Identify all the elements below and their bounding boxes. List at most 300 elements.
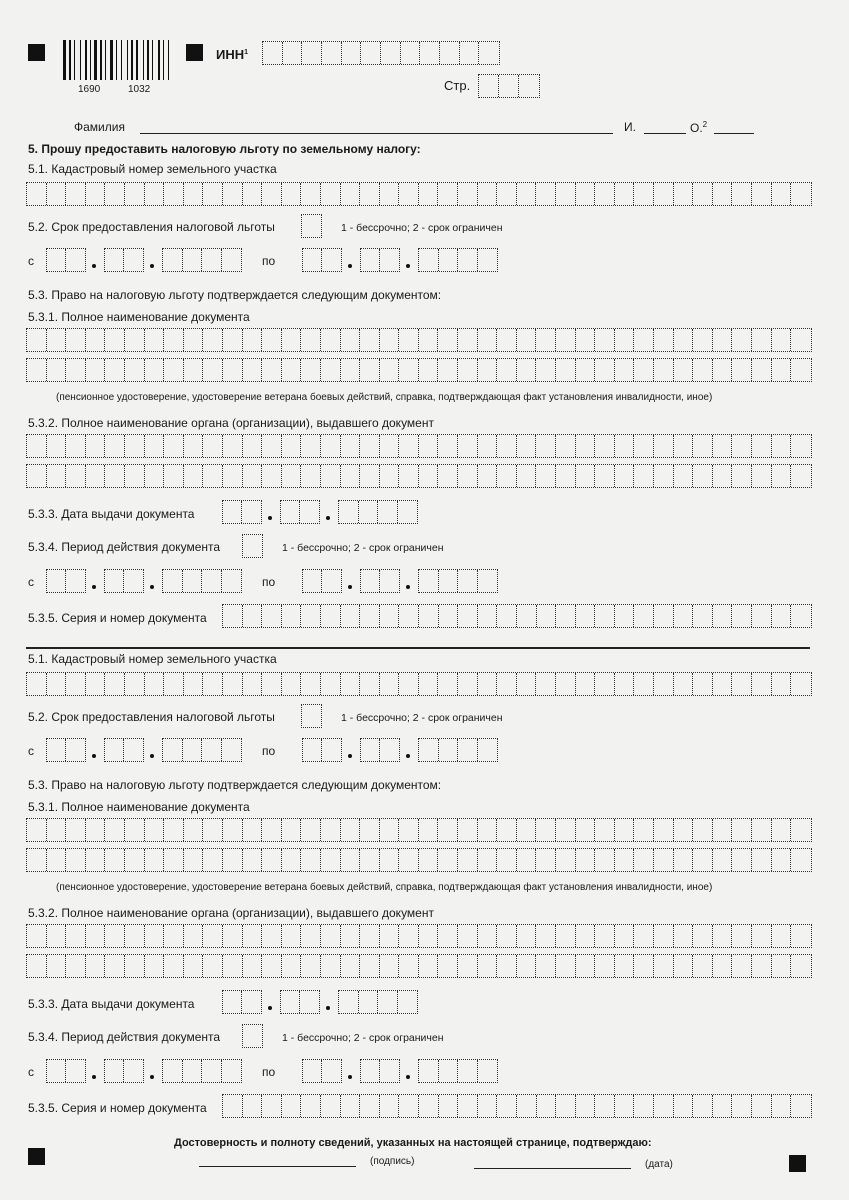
input-cell[interactable] bbox=[223, 435, 243, 457]
input-cell[interactable] bbox=[615, 955, 635, 977]
input-cell[interactable] bbox=[27, 819, 47, 841]
input-cell[interactable] bbox=[478, 605, 498, 627]
input-cell[interactable] bbox=[223, 1095, 243, 1117]
input-cell[interactable] bbox=[203, 359, 223, 381]
input-cell[interactable] bbox=[399, 465, 419, 487]
input-cell[interactable] bbox=[478, 673, 498, 695]
input-cell[interactable] bbox=[322, 570, 341, 592]
input-cell[interactable] bbox=[203, 183, 223, 205]
input-cell[interactable] bbox=[634, 359, 654, 381]
input-cell[interactable] bbox=[713, 359, 733, 381]
input-cell[interactable] bbox=[654, 605, 674, 627]
input-cell[interactable] bbox=[66, 183, 86, 205]
input-cell[interactable] bbox=[713, 673, 733, 695]
series-number-cells[interactable] bbox=[222, 604, 812, 628]
input-cell[interactable] bbox=[576, 329, 596, 351]
input-cell[interactable] bbox=[321, 435, 341, 457]
input-cell[interactable] bbox=[301, 359, 321, 381]
term-to-day-cells[interactable] bbox=[302, 738, 342, 762]
input-cell[interactable] bbox=[401, 42, 421, 64]
input-cell[interactable] bbox=[419, 955, 439, 977]
input-cell[interactable] bbox=[86, 673, 106, 695]
input-cell[interactable] bbox=[693, 819, 713, 841]
input-cell[interactable] bbox=[322, 249, 341, 271]
input-cell[interactable] bbox=[243, 329, 263, 351]
doc-name-cells-row2[interactable] bbox=[26, 358, 812, 382]
validity-to-month-cells[interactable] bbox=[360, 1059, 400, 1083]
validity-from-day-cells[interactable] bbox=[46, 569, 86, 593]
input-cell[interactable] bbox=[497, 435, 517, 457]
doc-name-cells-row1[interactable] bbox=[26, 818, 812, 842]
input-cell[interactable] bbox=[556, 359, 576, 381]
input-cell[interactable] bbox=[674, 605, 694, 627]
input-cell[interactable] bbox=[183, 1060, 203, 1082]
input-cell[interactable] bbox=[478, 925, 498, 947]
input-cell[interactable] bbox=[184, 955, 204, 977]
term-to-month-cells[interactable] bbox=[360, 738, 400, 762]
input-cell[interactable] bbox=[360, 1095, 380, 1117]
input-cell[interactable] bbox=[300, 991, 319, 1013]
input-cell[interactable] bbox=[164, 465, 184, 487]
input-cell[interactable] bbox=[536, 819, 556, 841]
input-cell[interactable] bbox=[145, 673, 165, 695]
input-cell[interactable] bbox=[732, 849, 752, 871]
term-to-year-cells[interactable] bbox=[418, 738, 498, 762]
input-cell[interactable] bbox=[223, 673, 243, 695]
input-cell[interactable] bbox=[438, 435, 458, 457]
input-cell[interactable] bbox=[105, 673, 125, 695]
input-cell[interactable] bbox=[674, 465, 694, 487]
cadastral-number-cells[interactable] bbox=[26, 672, 812, 696]
input-cell[interactable] bbox=[752, 849, 772, 871]
input-cell[interactable] bbox=[282, 819, 302, 841]
input-cell[interactable] bbox=[360, 673, 380, 695]
input-cell[interactable] bbox=[399, 183, 419, 205]
input-cell[interactable] bbox=[321, 329, 341, 351]
input-cell[interactable] bbox=[419, 925, 439, 947]
input-cell[interactable] bbox=[380, 570, 399, 592]
input-cell[interactable] bbox=[86, 435, 106, 457]
input-cell[interactable] bbox=[654, 183, 674, 205]
input-cell[interactable] bbox=[66, 925, 86, 947]
input-cell[interactable] bbox=[732, 329, 752, 351]
input-cell[interactable] bbox=[223, 955, 243, 977]
input-cell[interactable] bbox=[184, 925, 204, 947]
input-cell[interactable] bbox=[556, 183, 576, 205]
input-cell[interactable] bbox=[752, 925, 772, 947]
input-cell[interactable] bbox=[66, 359, 86, 381]
input-cell[interactable] bbox=[419, 1060, 439, 1082]
input-cell[interactable] bbox=[202, 1060, 222, 1082]
input-cell[interactable] bbox=[438, 819, 458, 841]
input-cell[interactable] bbox=[693, 359, 713, 381]
input-cell[interactable] bbox=[243, 849, 263, 871]
input-cell[interactable] bbox=[262, 329, 282, 351]
input-cell[interactable] bbox=[282, 435, 302, 457]
input-cell[interactable] bbox=[752, 605, 772, 627]
input-cell[interactable] bbox=[556, 435, 576, 457]
input-cell[interactable] bbox=[360, 359, 380, 381]
input-cell[interactable] bbox=[674, 849, 694, 871]
input-cell[interactable] bbox=[145, 359, 165, 381]
series-number-cells[interactable] bbox=[222, 1094, 812, 1118]
input-cell[interactable] bbox=[321, 819, 341, 841]
input-cell[interactable] bbox=[438, 329, 458, 351]
input-cell[interactable] bbox=[145, 465, 165, 487]
input-cell[interactable] bbox=[752, 435, 772, 457]
input-cell[interactable] bbox=[517, 359, 537, 381]
input-cell[interactable] bbox=[243, 535, 262, 557]
input-cell[interactable] bbox=[380, 249, 399, 271]
input-cell[interactable] bbox=[693, 605, 713, 627]
input-cell[interactable] bbox=[497, 465, 517, 487]
input-cell[interactable] bbox=[124, 570, 143, 592]
input-cell[interactable] bbox=[164, 925, 184, 947]
input-cell[interactable] bbox=[145, 925, 165, 947]
input-cell[interactable] bbox=[478, 435, 498, 457]
input-cell[interactable] bbox=[66, 329, 86, 351]
input-cell[interactable] bbox=[595, 673, 615, 695]
input-cell[interactable] bbox=[556, 819, 576, 841]
input-cell[interactable] bbox=[438, 925, 458, 947]
input-cell[interactable] bbox=[262, 673, 282, 695]
input-cell[interactable] bbox=[203, 329, 223, 351]
input-cell[interactable] bbox=[478, 570, 498, 592]
input-cell[interactable] bbox=[222, 249, 242, 271]
input-cell[interactable] bbox=[380, 955, 400, 977]
input-cell[interactable] bbox=[654, 329, 674, 351]
input-cell[interactable] bbox=[713, 925, 733, 947]
input-cell[interactable] bbox=[713, 435, 733, 457]
input-cell[interactable] bbox=[399, 849, 419, 871]
input-cell[interactable] bbox=[772, 465, 792, 487]
input-cell[interactable] bbox=[282, 329, 302, 351]
input-cell[interactable] bbox=[243, 925, 263, 947]
input-cell[interactable] bbox=[478, 739, 498, 761]
input-cell[interactable] bbox=[27, 183, 47, 205]
input-cell[interactable] bbox=[243, 1025, 262, 1047]
input-cell[interactable] bbox=[791, 359, 811, 381]
input-cell[interactable] bbox=[732, 359, 752, 381]
input-cell[interactable] bbox=[536, 183, 556, 205]
input-cell[interactable] bbox=[360, 925, 380, 947]
input-cell[interactable] bbox=[203, 849, 223, 871]
input-cell[interactable] bbox=[381, 42, 401, 64]
input-cell[interactable] bbox=[399, 955, 419, 977]
input-cell[interactable] bbox=[47, 359, 67, 381]
input-cell[interactable] bbox=[203, 435, 223, 457]
input-cell[interactable] bbox=[537, 1095, 557, 1117]
input-cell[interactable] bbox=[615, 465, 635, 487]
input-cell[interactable] bbox=[517, 925, 537, 947]
input-cell[interactable] bbox=[105, 849, 125, 871]
input-cell[interactable] bbox=[47, 249, 66, 271]
input-cell[interactable] bbox=[301, 819, 321, 841]
input-cell[interactable] bbox=[322, 42, 342, 64]
term-to-year-cells[interactable] bbox=[418, 248, 498, 272]
term-from-day-cells[interactable] bbox=[46, 248, 86, 272]
input-cell[interactable] bbox=[86, 329, 106, 351]
input-cell[interactable] bbox=[479, 42, 499, 64]
input-cell[interactable] bbox=[301, 183, 321, 205]
input-cell[interactable] bbox=[556, 1095, 576, 1117]
input-cell[interactable] bbox=[772, 819, 792, 841]
input-cell[interactable] bbox=[438, 673, 458, 695]
input-cell[interactable] bbox=[321, 465, 341, 487]
input-cell[interactable] bbox=[184, 435, 204, 457]
input-cell[interactable] bbox=[66, 465, 86, 487]
input-cell[interactable] bbox=[556, 605, 576, 627]
input-cell[interactable] bbox=[145, 819, 165, 841]
doc-name-cells-row2[interactable] bbox=[26, 848, 812, 872]
input-cell[interactable] bbox=[164, 183, 184, 205]
input-cell[interactable] bbox=[163, 249, 183, 271]
input-cell[interactable] bbox=[713, 183, 733, 205]
input-cell[interactable] bbox=[164, 329, 184, 351]
input-cell[interactable] bbox=[791, 329, 811, 351]
input-cell[interactable] bbox=[752, 183, 772, 205]
input-cell[interactable] bbox=[66, 673, 86, 695]
input-cell[interactable] bbox=[184, 465, 204, 487]
input-cell[interactable] bbox=[536, 849, 556, 871]
input-cell[interactable] bbox=[341, 925, 361, 947]
input-cell[interactable] bbox=[86, 465, 106, 487]
input-cell[interactable] bbox=[674, 925, 694, 947]
input-cell[interactable] bbox=[303, 570, 322, 592]
input-cell[interactable] bbox=[674, 435, 694, 457]
input-cell[interactable] bbox=[243, 435, 263, 457]
input-cell[interactable] bbox=[27, 925, 47, 947]
input-cell[interactable] bbox=[458, 465, 478, 487]
input-cell[interactable] bbox=[478, 249, 498, 271]
input-cell[interactable] bbox=[519, 75, 539, 97]
input-cell[interactable] bbox=[86, 359, 106, 381]
validity-to-day-cells[interactable] bbox=[302, 1059, 342, 1083]
validity-from-year-cells[interactable] bbox=[162, 569, 242, 593]
input-cell[interactable] bbox=[380, 605, 400, 627]
input-cell[interactable] bbox=[458, 570, 478, 592]
input-cell[interactable] bbox=[419, 570, 439, 592]
input-cell[interactable] bbox=[438, 465, 458, 487]
input-cell[interactable] bbox=[124, 249, 143, 271]
input-cell[interactable] bbox=[752, 329, 772, 351]
issue-date-month-cells[interactable] bbox=[280, 500, 320, 524]
input-cell[interactable] bbox=[66, 249, 85, 271]
input-cell[interactable] bbox=[576, 465, 596, 487]
input-cell[interactable] bbox=[497, 955, 517, 977]
input-cell[interactable] bbox=[341, 819, 361, 841]
input-cell[interactable] bbox=[282, 183, 302, 205]
input-cell[interactable] bbox=[223, 329, 243, 351]
input-cell[interactable] bbox=[86, 955, 106, 977]
input-cell[interactable] bbox=[419, 359, 439, 381]
input-cell[interactable] bbox=[772, 359, 792, 381]
input-cell[interactable] bbox=[497, 925, 517, 947]
issue-date-year-cells[interactable] bbox=[338, 500, 418, 524]
input-cell[interactable] bbox=[576, 359, 596, 381]
input-cell[interactable] bbox=[66, 819, 86, 841]
input-cell[interactable] bbox=[283, 42, 303, 64]
input-cell[interactable] bbox=[654, 849, 674, 871]
input-cell[interactable] bbox=[458, 605, 478, 627]
input-cell[interactable] bbox=[615, 819, 635, 841]
input-cell[interactable] bbox=[380, 819, 400, 841]
input-cell[interactable] bbox=[439, 1095, 459, 1117]
input-cell[interactable] bbox=[654, 1095, 674, 1117]
input-cell[interactable] bbox=[674, 359, 694, 381]
input-cell[interactable] bbox=[243, 465, 263, 487]
input-cell[interactable] bbox=[458, 673, 478, 695]
input-cell[interactable] bbox=[360, 605, 380, 627]
input-cell[interactable] bbox=[301, 1095, 321, 1117]
input-cell[interactable] bbox=[223, 605, 243, 627]
validity-code-cell[interactable] bbox=[242, 534, 263, 558]
input-cell[interactable] bbox=[595, 819, 615, 841]
input-cell[interactable] bbox=[184, 849, 204, 871]
input-cell[interactable] bbox=[361, 739, 380, 761]
input-cell[interactable] bbox=[791, 955, 811, 977]
input-cell[interactable] bbox=[282, 849, 302, 871]
input-cell[interactable] bbox=[634, 819, 654, 841]
input-cell[interactable] bbox=[47, 849, 67, 871]
input-cell[interactable] bbox=[322, 1060, 341, 1082]
input-cell[interactable] bbox=[125, 465, 145, 487]
org-name-cells-row1[interactable] bbox=[26, 924, 812, 948]
input-cell[interactable] bbox=[478, 183, 498, 205]
input-cell[interactable] bbox=[595, 359, 615, 381]
input-cell[interactable] bbox=[634, 925, 654, 947]
input-cell[interactable] bbox=[105, 359, 125, 381]
input-cell[interactable] bbox=[497, 673, 517, 695]
input-cell[interactable] bbox=[27, 955, 47, 977]
input-cell[interactable] bbox=[223, 183, 243, 205]
input-cell[interactable] bbox=[380, 739, 399, 761]
input-cell[interactable] bbox=[693, 1095, 713, 1117]
input-cell[interactable] bbox=[105, 183, 125, 205]
input-cell[interactable] bbox=[164, 359, 184, 381]
input-cell[interactable] bbox=[536, 359, 556, 381]
input-cell[interactable] bbox=[360, 435, 380, 457]
term-to-day-cells[interactable] bbox=[302, 248, 342, 272]
input-cell[interactable] bbox=[752, 955, 772, 977]
input-cell[interactable] bbox=[105, 739, 124, 761]
input-cell[interactable] bbox=[105, 465, 125, 487]
term-from-year-cells[interactable] bbox=[162, 738, 242, 762]
input-cell[interactable] bbox=[342, 42, 362, 64]
input-cell[interactable] bbox=[321, 183, 341, 205]
input-cell[interactable] bbox=[693, 925, 713, 947]
input-cell[interactable] bbox=[752, 673, 772, 695]
input-cell[interactable] bbox=[27, 359, 47, 381]
input-cell[interactable] bbox=[497, 329, 517, 351]
issue-date-month-cells[interactable] bbox=[280, 990, 320, 1014]
input-cell[interactable] bbox=[262, 819, 282, 841]
input-cell[interactable] bbox=[125, 925, 145, 947]
input-cell[interactable] bbox=[438, 359, 458, 381]
input-cell[interactable] bbox=[576, 605, 596, 627]
input-cell[interactable] bbox=[243, 183, 263, 205]
input-cell[interactable] bbox=[478, 819, 498, 841]
input-cell[interactable] bbox=[202, 249, 222, 271]
input-cell[interactable] bbox=[341, 849, 361, 871]
input-cell[interactable] bbox=[243, 673, 263, 695]
input-cell[interactable] bbox=[674, 819, 694, 841]
input-cell[interactable] bbox=[499, 75, 519, 97]
input-cell[interactable] bbox=[360, 183, 380, 205]
input-cell[interactable] bbox=[243, 955, 263, 977]
input-cell[interactable] bbox=[360, 465, 380, 487]
input-cell[interactable] bbox=[398, 501, 418, 523]
input-cell[interactable] bbox=[301, 673, 321, 695]
input-cell[interactable] bbox=[145, 849, 165, 871]
input-cell[interactable] bbox=[732, 183, 752, 205]
input-cell[interactable] bbox=[419, 605, 439, 627]
input-cell[interactable] bbox=[674, 673, 694, 695]
input-cell[interactable] bbox=[223, 465, 243, 487]
input-cell[interactable] bbox=[634, 605, 654, 627]
input-cell[interactable] bbox=[164, 435, 184, 457]
input-cell[interactable] bbox=[419, 819, 439, 841]
input-cell[interactable] bbox=[66, 570, 85, 592]
input-cell[interactable] bbox=[321, 955, 341, 977]
input-cell[interactable] bbox=[202, 739, 222, 761]
input-cell[interactable] bbox=[458, 329, 478, 351]
input-cell[interactable] bbox=[674, 329, 694, 351]
input-cell[interactable] bbox=[791, 605, 811, 627]
input-cell[interactable] bbox=[47, 435, 67, 457]
input-cell[interactable] bbox=[674, 183, 694, 205]
input-cell[interactable] bbox=[282, 925, 302, 947]
doc-name-cells-row1[interactable] bbox=[26, 328, 812, 352]
input-cell[interactable] bbox=[556, 925, 576, 947]
issue-date-day-cells[interactable] bbox=[222, 500, 262, 524]
input-cell[interactable] bbox=[732, 1095, 752, 1117]
input-cell[interactable] bbox=[732, 819, 752, 841]
input-cell[interactable] bbox=[693, 183, 713, 205]
input-cell[interactable] bbox=[282, 955, 302, 977]
input-cell[interactable] bbox=[341, 605, 361, 627]
input-cell[interactable] bbox=[303, 739, 322, 761]
initial-o-line[interactable] bbox=[714, 133, 754, 134]
input-cell[interactable] bbox=[222, 739, 242, 761]
term-from-month-cells[interactable] bbox=[104, 248, 144, 272]
input-cell[interactable] bbox=[654, 925, 674, 947]
input-cell[interactable] bbox=[222, 1060, 242, 1082]
input-cell[interactable] bbox=[772, 329, 792, 351]
input-cell[interactable] bbox=[281, 991, 300, 1013]
input-cell[interactable] bbox=[301, 849, 321, 871]
input-cell[interactable] bbox=[66, 1060, 85, 1082]
input-cell[interactable] bbox=[47, 819, 67, 841]
input-cell[interactable] bbox=[322, 739, 341, 761]
input-cell[interactable] bbox=[223, 849, 243, 871]
input-cell[interactable] bbox=[242, 991, 261, 1013]
input-cell[interactable] bbox=[674, 955, 694, 977]
input-cell[interactable] bbox=[497, 1095, 517, 1117]
input-cell[interactable] bbox=[791, 925, 811, 947]
input-cell[interactable] bbox=[517, 435, 537, 457]
input-cell[interactable] bbox=[360, 849, 380, 871]
input-cell[interactable] bbox=[536, 955, 556, 977]
input-cell[interactable] bbox=[693, 435, 713, 457]
input-cell[interactable] bbox=[321, 605, 341, 627]
input-cell[interactable] bbox=[203, 955, 223, 977]
input-cell[interactable] bbox=[125, 955, 145, 977]
input-cell[interactable] bbox=[772, 849, 792, 871]
input-cell[interactable] bbox=[576, 435, 596, 457]
input-cell[interactable] bbox=[184, 329, 204, 351]
input-cell[interactable] bbox=[772, 435, 792, 457]
